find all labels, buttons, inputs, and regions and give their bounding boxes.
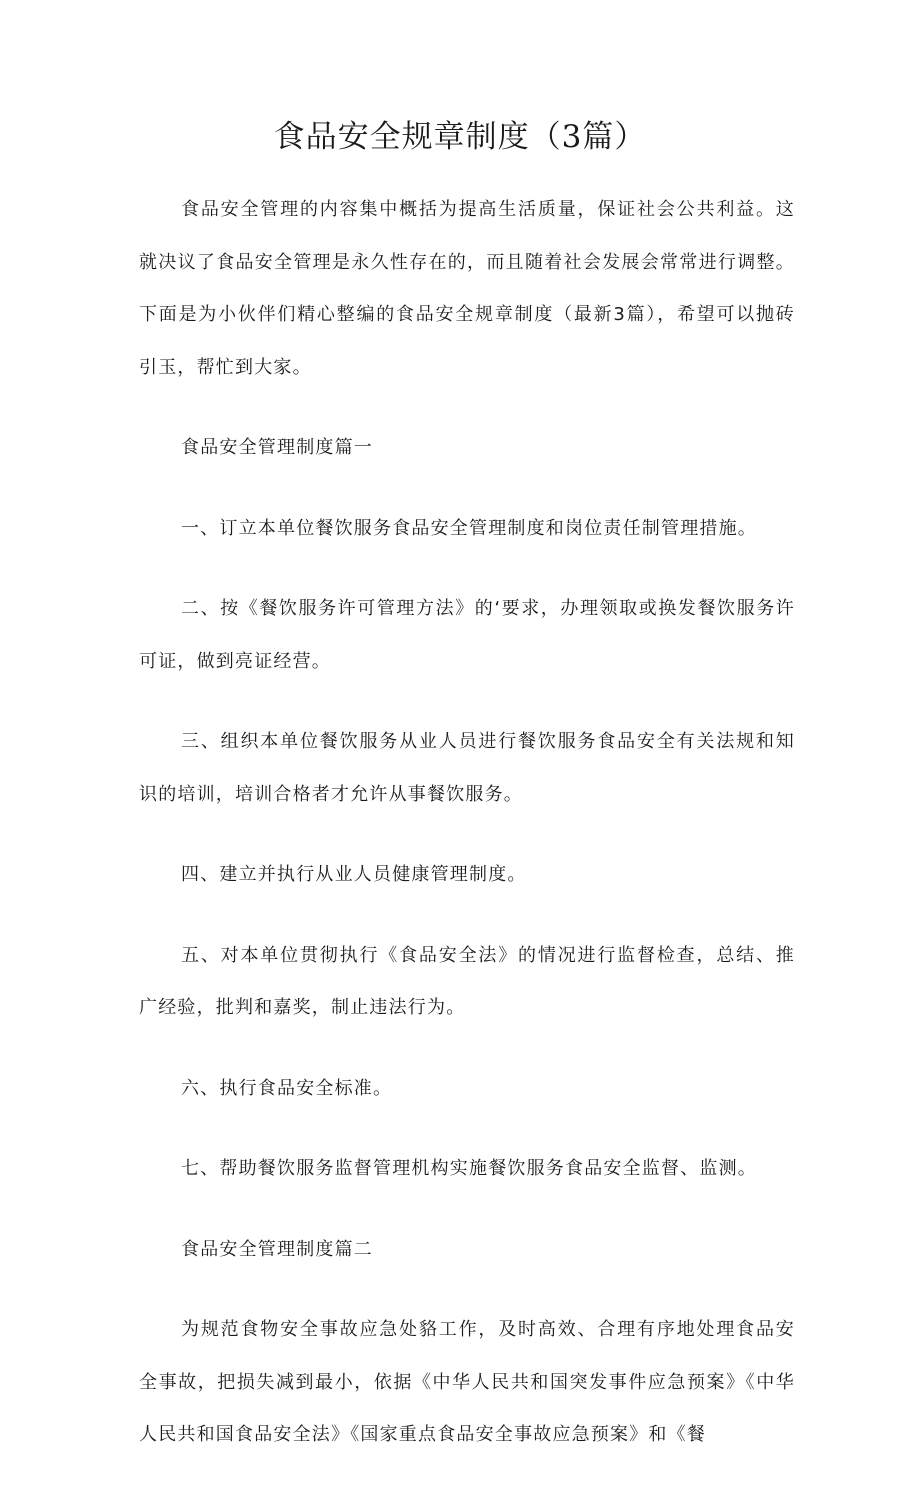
rule-item-1: 一、订立本单位餐饮服务食品安全管理制度和岗位责任制管理措施。: [181, 517, 757, 539]
rule-item-3: 三、组织本单位餐饮服务从业人员进行餐饮服务食品安全有关法规和知识的培训，培训合格者才允许从事餐饮服务。: [139, 731, 795, 805]
section-heading-2: 食品安全管理制度篇二: [181, 1238, 373, 1260]
rule-item-6: 六、执行食品安全标准。: [181, 1077, 393, 1099]
rule-item-2: 二、按《餐饮服务许可管理方法》的‘要求，办理领取或换发餐饮服务许可证，做到亮证经营。: [139, 598, 795, 672]
rule-item-4: 四、建立并执行从业人员健康管理制度。: [181, 864, 527, 885]
section-heading-1: 食品安全管理制度篇一: [181, 437, 373, 458]
rule-item-5: 五、对本单位贯彻执行《食品安全法》的情况进行监督检查，总结、推广经验，批判和嘉奖，制止违法行为。: [139, 944, 795, 1018]
rule-item-7: 七、帮助餐饮服务监督管理机构实施餐饮服务食品安全监督、监测。: [181, 1158, 757, 1179]
document-title: 食品安全规章制度（3篇）: [273, 119, 647, 155]
document-body: [139, 184, 795, 1490]
intro-paragraph: 食品安全管理的内容集中概括为提高生活质量，保证社会公共利益。这就决议了食品安全管理是永久性存在的，而且随着社会发展会常常进行调整。下面是为小伙伴们精心整编的食品安全规章制度（最新3篇），希望可以抛砖引玉，帮忙到大家。: [139, 199, 795, 378]
section-2-paragraph: 为规范食物安全事故应急处貉工作，及时高效、合理有序地处理食品安全事故，把损失减到最小，依据《中华人民共和国突发事件应急预案》《中华人民共和国食品安全法》《国家重点食品安全事故应急预案》和《餐: [139, 1319, 795, 1445]
